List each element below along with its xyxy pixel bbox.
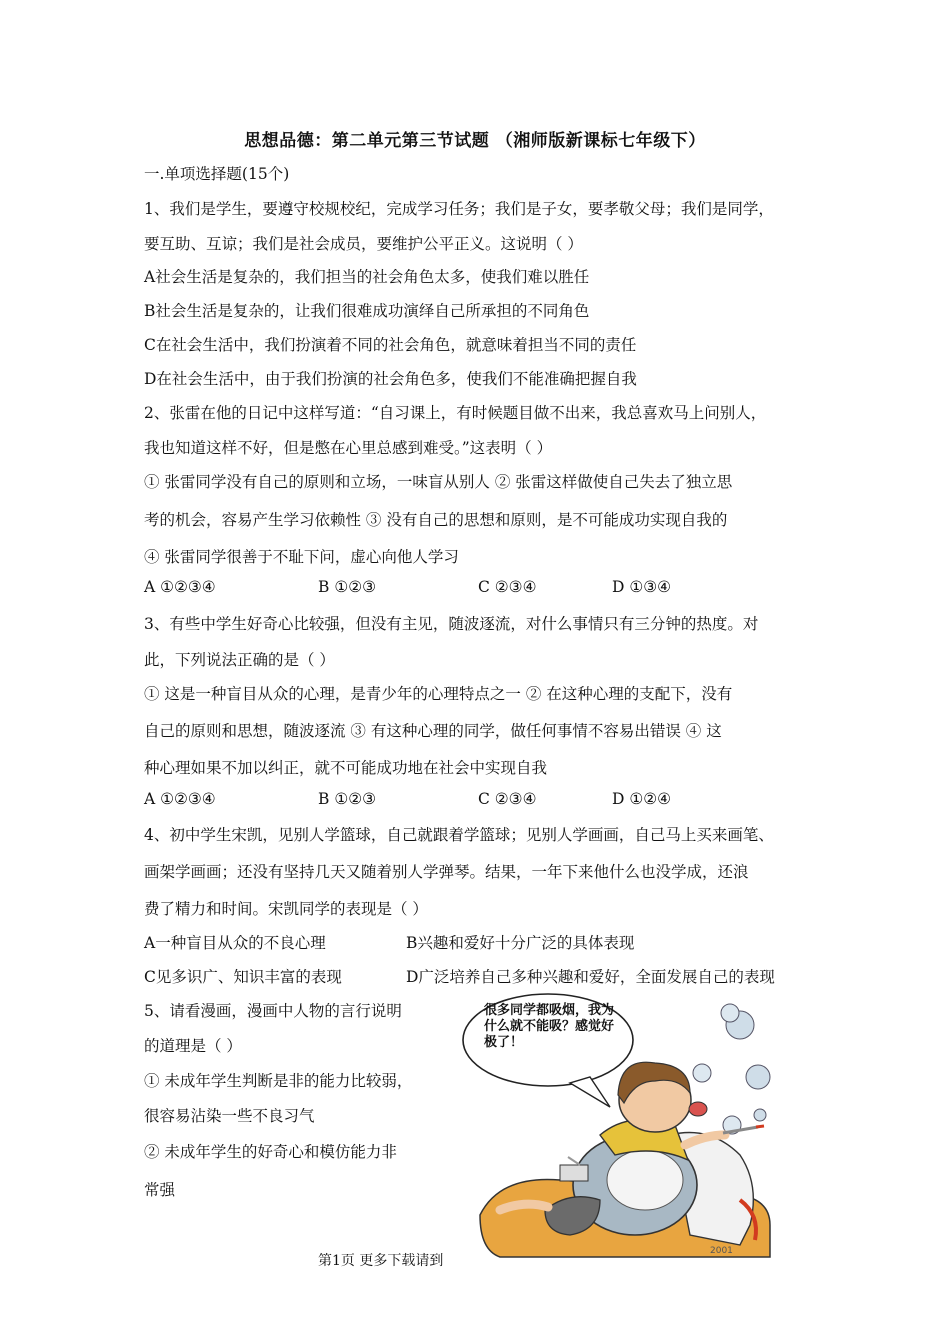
q3-option-a: A ①②③④ <box>144 790 216 808</box>
speech-bubble-text: 很多同学都吸烟，我为什么就不能吸？感觉好极了！ <box>484 1003 615 1050</box>
cartoon-signature: 2001 <box>710 1246 733 1256</box>
q3-statement-line3: 种心理如果不加以纠正，就不可能成功地在社会中实现自我 <box>144 759 548 777</box>
q1-option-c: C在社会生活中，我们扮演着不同的社会角色，就意味着担当不同的责任 <box>144 336 637 354</box>
q3-stem-line2: 此，下列说法正确的是（ ） <box>144 651 335 669</box>
q2-statement-line3: ④ 张雷同学很善于不耻下问，虚心向他人学习 <box>144 548 459 566</box>
q4-stem-line3: 费了精力和时间。宋凯同学的表现是（ ） <box>144 900 428 918</box>
q5-statement-line2: 很容易沾染一些不良习气 <box>144 1107 315 1125</box>
q3-statement-line2: 自己的原则和思想，随波逐流 ③ 有这种心理的同学，做任何事情不容易出错误 ④ 这 <box>144 722 722 740</box>
q1-option-a: A社会生活是复杂的，我们担当的社会角色太多，使我们难以胜任 <box>144 268 590 286</box>
q4-option-c: C见多识广、知识丰富的表现 <box>144 968 342 986</box>
q2-option-a: A ①②③④ <box>144 578 216 596</box>
page-title: 思想品德：第二单元第三节试题 （湘师版新课标七年级下） <box>244 131 706 151</box>
q5-statement-line4: 常强 <box>144 1181 176 1199</box>
q3-statement-line1: ① 这是一种盲目从众的心理，是青少年的心理特点之一 ② 在这种心理的支配下，没有 <box>144 685 733 703</box>
q3-option-d: D ①②④ <box>612 790 672 808</box>
q2-option-d: D ①③④ <box>612 578 672 596</box>
q2-option-b: B ①②③ <box>318 578 377 596</box>
q4-stem-line2: 画架学画画；还没有坚持几天又随着别人学弹琴。结果，一年下来他什么也没学成，还浪 <box>144 863 749 881</box>
q1-option-d: D在社会生活中，由于我们扮演的社会角色多，使我们不能准确把握自我 <box>144 370 637 388</box>
q5-statement-line3: ② 未成年学生的好奇心和模仿能力非 <box>144 1143 397 1161</box>
q1-option-b: B社会生活是复杂的，让我们很难成功演绎自己所承担的不同角色 <box>144 302 590 320</box>
q5-stem-line2: 的道理是（ ） <box>144 1037 242 1055</box>
q2-statement-line2: 考的机会，容易产生学习依赖性 ③ 没有自己的思想和原则，是不可能成功实现自我的 <box>144 511 728 529</box>
q1-stem-line2: 要互助、互谅；我们是社会成员，要维护公平正义。这说明（ ） <box>144 235 583 253</box>
q2-statement-line1: ① 张雷同学没有自己的原则和立场，一味盲从别人 ② 张雷这样做使自己失去了独立思 <box>144 473 733 491</box>
section-heading: 一.单项选择题(15个) <box>144 165 290 183</box>
q4-stem-line1: 4、初中学生宋凯，见别人学篮球，自己就跟着学篮球；见别人学画画，自己马上买来画笔、 <box>144 826 774 844</box>
q1-stem-line1: 1、我们是学生，要遵守校规校纪，完成学习任务；我们是子女，要孝敬父母；我们是同学， <box>144 200 774 218</box>
q5-stem-line1: 5、请看漫画，漫画中人物的言行说明 <box>144 1002 402 1020</box>
q3-option-b: B ①②③ <box>318 790 377 808</box>
q3-stem-line1: 3、有些中学生好奇心比较强，但没有主见，随波逐流，对什么事情只有三分钟的热度。对 <box>144 615 759 633</box>
q2-stem-line2: 我也知道这样不好，但是憋在心里总感到难受。”这表明（ ） <box>144 439 553 457</box>
q4-option-d: D广泛培养自己多种兴趣和爱好，全面发展自己的表现 <box>406 968 775 986</box>
page-footer: 第1页 更多下载请到 <box>318 1253 444 1269</box>
q4-option-a: A一种盲目从众的不良心理 <box>144 934 326 952</box>
q5-statement-line1: ① 未成年学生判断是非的能力比较弱， <box>144 1072 413 1090</box>
q2-stem-line1: 2、张雷在他的日记中这样写道：“自习课上，有时候题目做不出来，我总喜欢马上问别人， <box>144 404 767 422</box>
q4-option-b: B兴趣和爱好十分广泛的具体表现 <box>406 934 635 952</box>
q2-option-c: C ②③④ <box>478 578 537 596</box>
q3-option-c: C ②③④ <box>478 790 537 808</box>
